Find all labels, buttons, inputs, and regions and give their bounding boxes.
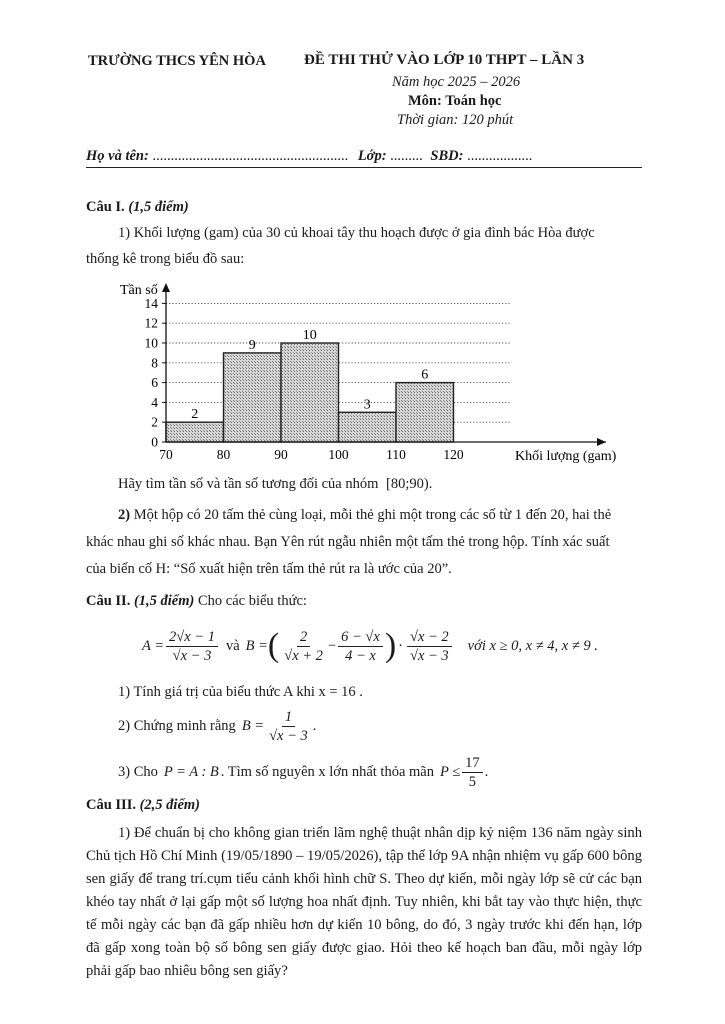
name-dots: ...................................................... xyxy=(152,148,349,164)
q1-p1-line2: thống kê trong biểu đồ sau: xyxy=(86,251,245,267)
q2-intro: Cho các biểu thức: xyxy=(197,593,307,609)
school-name: TRƯỜNG THCS YÊN HÒA xyxy=(88,53,266,69)
q3-heading xyxy=(86,797,200,814)
y-axis-title: Tần số xyxy=(120,283,158,298)
q1-points: (1,5 điểm) xyxy=(128,199,189,215)
domain-condition: với x ≥ 0, x ≠ 4, x ≠ 9 . xyxy=(467,637,598,654)
q2-sub3-den: 5 xyxy=(468,773,477,790)
expr-b-frac1-den: √x + 2 xyxy=(284,647,323,664)
y-axis-arrow xyxy=(162,283,170,292)
bar-value-label: 2 xyxy=(191,407,199,423)
expr-a-den: √x − 3 xyxy=(172,647,212,664)
q1-group-end: . xyxy=(428,476,433,492)
q2-sub2-end: . xyxy=(312,717,317,734)
y-tick-label: 4 xyxy=(151,394,158,410)
bar-value-label: 9 xyxy=(248,337,256,353)
expr-b-frac3-num: √x − 2 xyxy=(407,629,452,647)
histogram-bar xyxy=(396,383,454,442)
q1-heading-label: Câu I. xyxy=(86,199,125,215)
y-tick-label: 6 xyxy=(151,375,158,391)
expr-b-lhs: B = xyxy=(245,637,268,654)
q1-group: [80;90) xyxy=(386,476,429,492)
histogram-bar xyxy=(281,343,339,442)
q2-sub3-text: 3) Cho xyxy=(118,763,158,780)
subject: Môn: Toán học xyxy=(408,93,502,109)
bar-value-label: 6 xyxy=(421,367,429,383)
q1-heading xyxy=(86,199,189,216)
y-tick-label: 14 xyxy=(144,295,158,311)
q1-p1-line1: 1) Khối lượng (gam) của 30 củ khoai tây thu hoạch được ở gia đình bác Hòa được xyxy=(118,225,595,241)
expr-a-fraction xyxy=(166,629,218,664)
and-word: và xyxy=(225,637,240,654)
x-tick-label: 90 xyxy=(274,447,288,462)
header-divider xyxy=(86,167,642,168)
expr-a-lhs: A = xyxy=(142,637,165,654)
q2-heading xyxy=(86,593,307,610)
expr-b-frac2-den: 4 − x xyxy=(345,647,376,664)
bar-value-label: 3 xyxy=(363,397,371,413)
y-tick-label: 10 xyxy=(144,335,158,351)
x-tick-label: 80 xyxy=(216,447,231,462)
name-label: Họ và tên: xyxy=(86,148,149,164)
q3-heading-label: Câu III. xyxy=(86,797,136,813)
class-label: Lớp: xyxy=(357,148,387,164)
class-dots: ......... xyxy=(390,148,423,164)
q2-sub3-mid: . Tìm số nguyên x lớn nhất thỏa mãn xyxy=(220,763,434,780)
x-tick-label: 120 xyxy=(443,447,464,462)
expr-b-frac3-den: √x − 3 xyxy=(409,647,449,664)
q2-sub3-num: 17 xyxy=(462,755,483,773)
exam-title: ĐỀ THI THỬ VÀO LỚP 10 THPT – LẦN 3 xyxy=(304,52,585,68)
expr-b-frac2-num: 6 − √x xyxy=(338,629,383,647)
bar-value-label: 10 xyxy=(302,328,317,343)
q2-sub2 xyxy=(118,704,316,748)
q1-p2-line1-text: Một hộp có 20 tấm thẻ cùng loại, mỗi thẻ ghi một trong các số từ 1 đến 20, hai thẻ xyxy=(133,507,612,523)
x-tick-label: 110 xyxy=(386,447,406,462)
expr-b-frac2 xyxy=(338,629,383,664)
q1-p2-line2: khác nhau ghi số khác nhau. Bạn Yên rút ngẫu nhiên một tấm thẻ trong hộp. Tính xác suất xyxy=(86,534,610,550)
q3-points: (2,5 điểm) xyxy=(139,797,200,813)
q1-p2-line1 xyxy=(118,507,611,524)
q2-expressions: A = $\frac{2√x - 1}{√x - 3}$ và B = ( $\frac{2}{√x + 2}$ − $\frac{6 - √x}{4 - x}$ ) · $\frac{√x - 2}{√x - 3}$ với x ≥ 0, x ≠ 4, x ≠ 9 . xyxy=(142,627,598,664)
q2-sub2-den: √x − 3 xyxy=(269,727,308,744)
minus-sign: − xyxy=(327,637,337,654)
histogram-bar xyxy=(166,422,224,442)
x-axis-title: Khối lượng (gam) xyxy=(515,449,617,464)
expr-a-num: 2√x − 1 xyxy=(166,629,218,647)
q2-heading-label: Câu II. xyxy=(86,593,131,609)
q3-body: 1) Để chuẩn bị cho không gian triển lãm nghệ thuật nhân dịp kỷ niệm 136 năm ngày sinh Chủ tịch Hồ Chí Minh (19/05/1890 – 19/05/2026), tập thể lớp 9A nhận nhiệm vụ gấp 600 bông sen giấy để trang trí.cụm tiểu cảnh khối hình chữ S. Theo dự kiến, mỗi ngày lớp sẽ cử các bạn khéo tay nhất ở lại gấp một số lượng hoa nhất định. Tuy nhiên, khi bắt tay vào thực hiện, thực tế mỗi ngày các bạn đã gấp nhiều hơn dự kiến 10 bông, do đó, 3 ngày trước khi đến hạn, lớp đã gấp xong toàn bộ số bông sen giấy được giao. Hỏi theo kế hoạch ban đầu, mỗi ngày lớp phải gấp bao nhiêu bông sen giấy? xyxy=(86,825,642,979)
expr-b-frac3 xyxy=(407,629,452,664)
y-tick-label: 0 xyxy=(151,434,158,450)
y-tick-label: 8 xyxy=(151,355,158,371)
x-axis-arrow xyxy=(597,438,606,446)
q2-sub2-lhs: B = xyxy=(241,717,265,734)
q2-points: (1,5 điểm) xyxy=(133,593,195,609)
q1-p2-line3: của biến cố H: “Số xuất hiện trên tấm thẻ rút ra là ước của 20”. xyxy=(86,561,452,577)
sbd-label: SBD: xyxy=(430,148,464,164)
student-info-line xyxy=(86,148,532,165)
histogram-chart xyxy=(0,275,725,475)
q2-sub2-text: 2) Chứng minh rằng xyxy=(118,717,236,734)
q2-sub3-ineq: P ≤ xyxy=(439,763,461,780)
q2-sub3-fraction xyxy=(462,755,483,790)
histogram-bar xyxy=(224,353,282,442)
sbd-dots: .................. xyxy=(467,148,533,164)
expr-b-frac1 xyxy=(281,629,326,664)
y-tick-label: 12 xyxy=(144,315,158,331)
q2-sub3 xyxy=(118,750,488,794)
y-tick-label: 2 xyxy=(151,414,158,430)
q2-sub2-num: 1 xyxy=(282,709,295,727)
q2-sub3-expr: P = A : B xyxy=(163,763,219,780)
x-tick-label: 70 xyxy=(159,447,173,462)
expr-b-frac1-num: 2 xyxy=(297,629,310,647)
q2-sub2-fraction xyxy=(266,709,311,744)
q2-sub3-end: . xyxy=(484,763,489,780)
exam-duration: Thời gian: 120 phút xyxy=(397,112,514,128)
q2-sub1: 1) Tính giá trị của biểu thức A khi x = 16 . xyxy=(118,684,363,700)
q1-p2-label: 2) xyxy=(118,507,131,523)
school-year: Năm học 2025 – 2026 xyxy=(392,74,521,90)
x-tick-label: 100 xyxy=(328,447,349,462)
q1-after-chart-text: Hãy tìm tần số và tần số tương đối của nhóm xyxy=(118,476,379,492)
dot-operator: · xyxy=(398,637,403,654)
histogram-bar xyxy=(339,412,397,442)
q1-after-chart xyxy=(118,476,432,493)
